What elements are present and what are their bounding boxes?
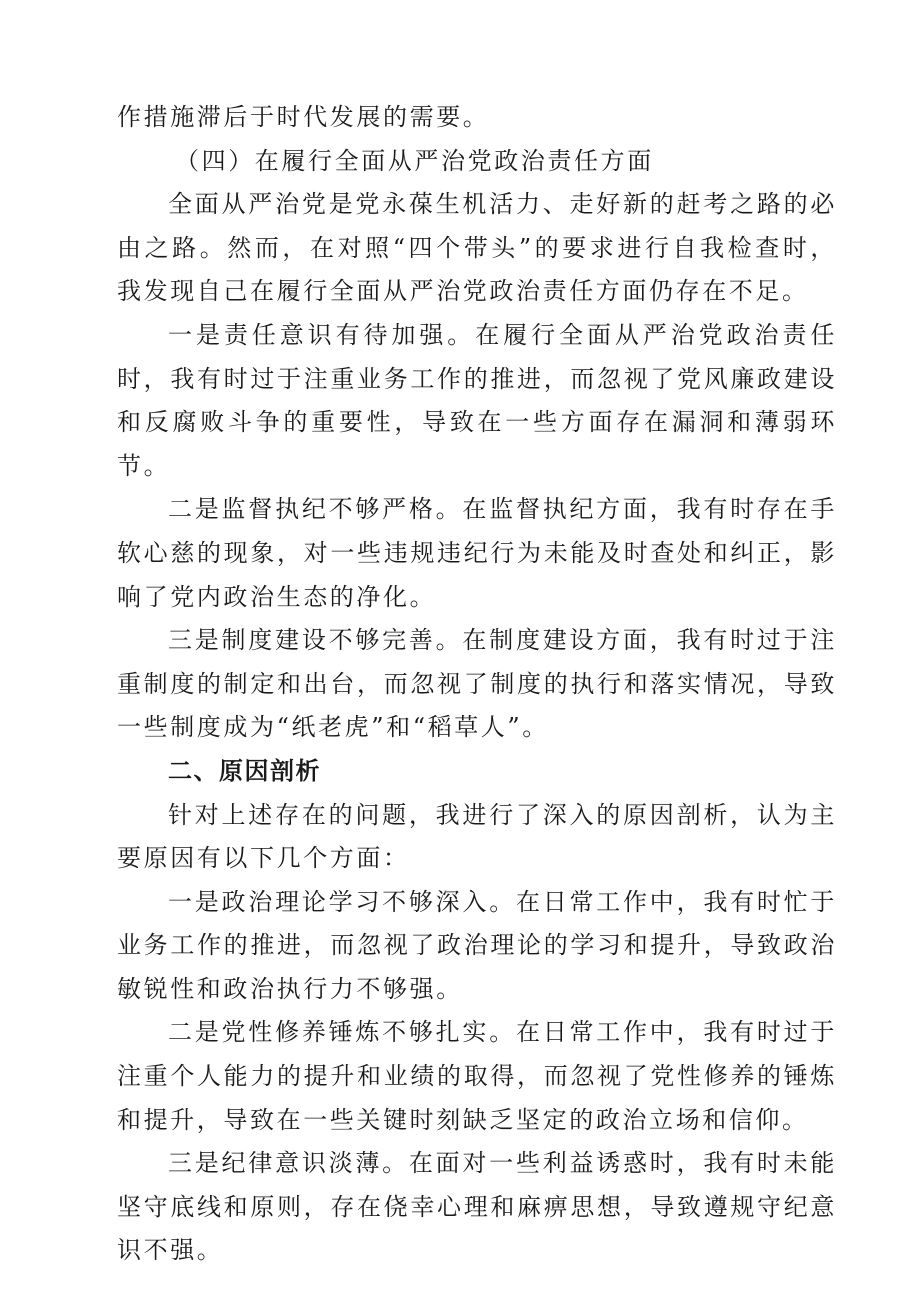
paragraph: 全面从严治党是党永葆生机活力、走好新的赶考之路的必由之路。然而，在对照“四个带头”的要求进行自我检查时，我发现自己在履行全面从严治党政治责任方面仍存在不足。	[117, 190, 837, 306]
paragraph: 二是监督执纪不够严格。在监督执纪方面，我有时存在手软心慈的现象，对一些违规违纪行为未能及时查处和纠正，影响了党内政治生态的净化。	[117, 495, 837, 611]
section-heading: 二、原因剖析	[168, 756, 321, 785]
document-body	[117, 96, 837, 1273]
paragraph: 一是责任意识有待加强。在履行全面从严治党政治责任时，我有时过于注重业务工作的推进，而忽视了党风廉政建设和反腐败斗争的重要性，导致在一些方面存在漏洞和薄弱环节。	[117, 320, 837, 480]
paragraph-continuation: 作措施滞后于时代发展的需要。	[117, 103, 490, 131]
paragraph: 针对上述存在的问题，我进行了深入的原因剖析，认为主要原因有以下几个方面：	[117, 800, 837, 873]
paragraph: 一是政治理论学习不够深入。在日常工作中，我有时忙于业务工作的推进，而忽视了政治理论的学习和提升，导致政治敏锐性和政治执行力不够强。	[117, 887, 837, 1003]
paragraph: 三是制度建设不够完善。在制度建设方面，我有时过于注重制度的制定和出台，而忽视了制度的执行和落实情况，导致一些制度成为“纸老虎”和“稻草人”。	[117, 626, 837, 742]
subsection-heading: （四）在履行全面从严治党政治责任方面	[175, 146, 654, 175]
paragraph: 二是党性修养锤炼不够扎实。在日常工作中，我有时过于注重个人能力的提升和业绩的取得，而忽视了党性修养的锤炼和提升，导致在一些关键时刻缺乏坚定的政治立场和信仰。	[117, 1018, 837, 1134]
paragraph: 三是纪律意识淡薄。在面对一些利益诱惑时，我有时未能坚守底线和原则，存在侥幸心理和麻痹思想，导致遵规守纪意识不强。	[117, 1149, 837, 1265]
